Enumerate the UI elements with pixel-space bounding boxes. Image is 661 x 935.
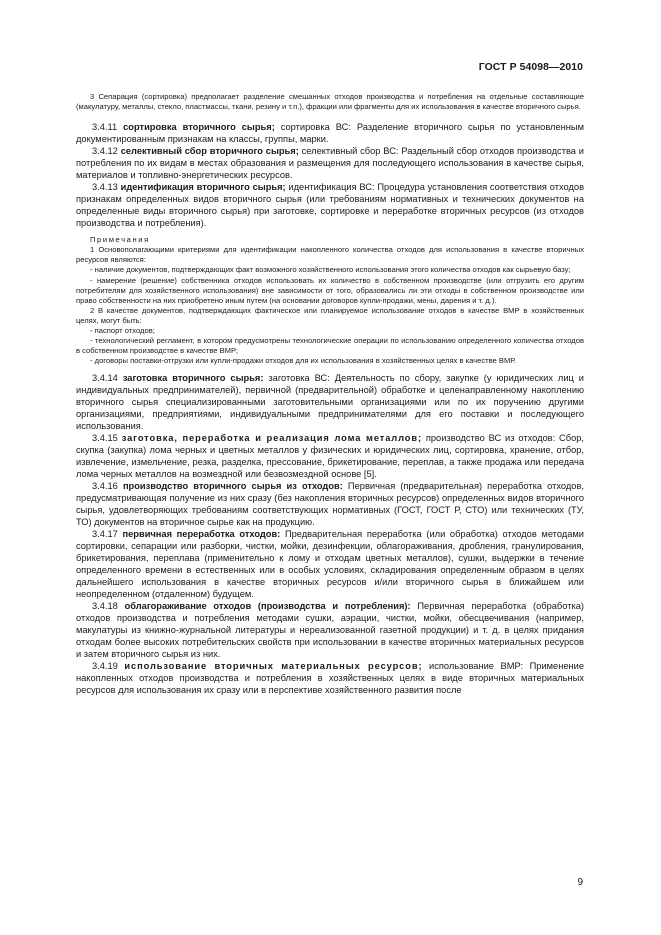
note-line: - паспорт отходов; (90, 326, 155, 336)
term-3-4-15: 3.4.15 заготовка, переработка и реализация лома металлов; производство ВС из отходов: Сбор, скупка (закупка) лома черных и цветных металлов у физических и юридических лиц, сортировка, хранение, отбор, извлечение, измельчение, резка, разделка, прессование, брикетирование, переплав, а также продажа или передача лома черных металлов на возмездной или безвозмездной основе [5]. (76, 433, 584, 480)
note-line: 1 Основополагающими критериями для идентификации накопленного количества отходов для использования в качестве вторичных ресурсов являются: (76, 245, 584, 265)
term-3-4-14: 3.4.14 заготовка вторичного сырья: заготовка ВС: Деятельность по сбору, закупке (у юридических лиц и индивидуальных предпринимателей), первичной (предварительной) обработке и целенаправленному накоплению вторичного сырья специализированными заготовительными организациями или по их поручению другими организациями, предприятиями, индивидуальными предпринимателями для его поставки и последующего использования. (76, 373, 584, 432)
term-3-4-16: 3.4.16 производство вторичного сырья из отходов: Первичная (предварительная) переработка отходов, предусматривающая получение из них сразу (без накопления вторичных ресурсов) определенных видов вторичного сырья, удовлетворяющих требованиям соответствующих нормативных (ГОСТ, ГОСТ Р, СТО) или технических (ТУ, ТО) документов на вторичное сырье как на продукцию. (76, 481, 584, 528)
note-line: - наличие документов, подтверждающих факт возможного хозяйственного использования этого количества отходов как сырьевую базу; (90, 265, 571, 275)
term-3-4-11: 3.4.11 сортировка вторичного сырья; сортировка ВС: Разделение вторичного сырья по установленным документированным признакам на классы, группы, марки. (76, 122, 584, 145)
term-3-4-13: 3.4.13 идентификация вторичного сырья; идентификация ВС: Процедура установления соответствия отходов признакам определенных видов вторичного сырья (или требованиям нормативных и технических документов на определенные виды вторичного сырья) при заготовке, сортировке и переработке вторичных ресурсов (из отходов производства и потребления). (76, 182, 585, 229)
note-line: - договоры поставки-отгрузки или купли-продажи отходов для их использования в хозяйственных целях в качестве ВМР. (90, 356, 517, 366)
terms-block-2 (76, 372, 584, 696)
note-3: 3 Сепарация (сортировка) предполагает разделение смешанных отходов производства и потребления на отдельные составляющие (макулатуру, металлы, стекло, пластмассы, ткани, резину и т.п.), фракции или фрагменты для их использования в качестве вторичного сырья. (76, 92, 584, 112)
page-number: 9 (577, 877, 583, 888)
note-line: - намерение (решение) собственника отходов использовать их количество в собственном производстве (или отгрузить его другим потребителям для хозяйственного использования) вне зависимости от того, образовались ли эти отходы в собственном производстве или право собственности на них приобретено иным путем (на основании договоров купли-продажи, мены, дарения и т. д.). (76, 275, 584, 305)
document-id: ГОСТ Р 54098—2010 (478, 62, 583, 73)
page-content (76, 92, 584, 696)
note-line: - технологический регламент, в котором предусмотрены технологические операции по использованию определенного количества отходов в собственном производстве в качестве ВМР; (76, 336, 584, 356)
notes-block (76, 235, 584, 366)
term-3-4-19: 3.4.19 использование вторичных материальных ресурсов; использование ВМР: Применение накопленных отходов производства и потребления в хозяйственных целях в виде вторичных материальных ресурсов для использования их сразу или в перспективе хозяйственного развития после (76, 661, 584, 696)
term-3-4-18: 3.4.18 облагораживание отходов (производства и потребления): Первичная переработка (обработка) отходов производства и потребления методами сушки, аэрации, чистки, мойки, обесцвечивания (например, макулатуры из книжно-журнальной литературы и нереализованной газетной продукции) и т. д. в целях придания отходам более высоких потребительских свойств при использовании в качестве вторичных материальных ресурсов и затем вторичного сырья из них. (76, 601, 584, 660)
term-3-4-12: 3.4.12 селективный сбор вторичного сырья; селективный сбор ВС: Раздельный сбор отходов производства и потребления по их видам в местах образования и размещения для последующего использования в качестве сырья, материалов и топливно-энергетических ресурсов. (76, 146, 584, 181)
term-3-4-17: 3.4.17 первичная переработка отходов: Предварительная переработка (или обработка) отходов методами сортировки, сепарации или разборки, чистки, мойки, дезинфекции, облагораживания, дробления, гранулирования, брикетирования, переплава (применительно к лому и отходам цветных металлов), сушки, выдержки в течение определенного времени в естественных или в особых условиях, складирования определенным образом в целях дальнейшего использования в качестве вторичных ресурсов и/или вторичного сырья в ближайшем или неопределенном (отдаленном) будущем. (76, 529, 584, 600)
terms-block-1 (76, 121, 584, 229)
notes-heading: Примечания (90, 235, 150, 245)
note-line: 2 В качестве документов, подтверждающих фактическое или планируемое использование отходов в качестве ВМР в хозяйственных целях, могут быть: (76, 305, 584, 325)
